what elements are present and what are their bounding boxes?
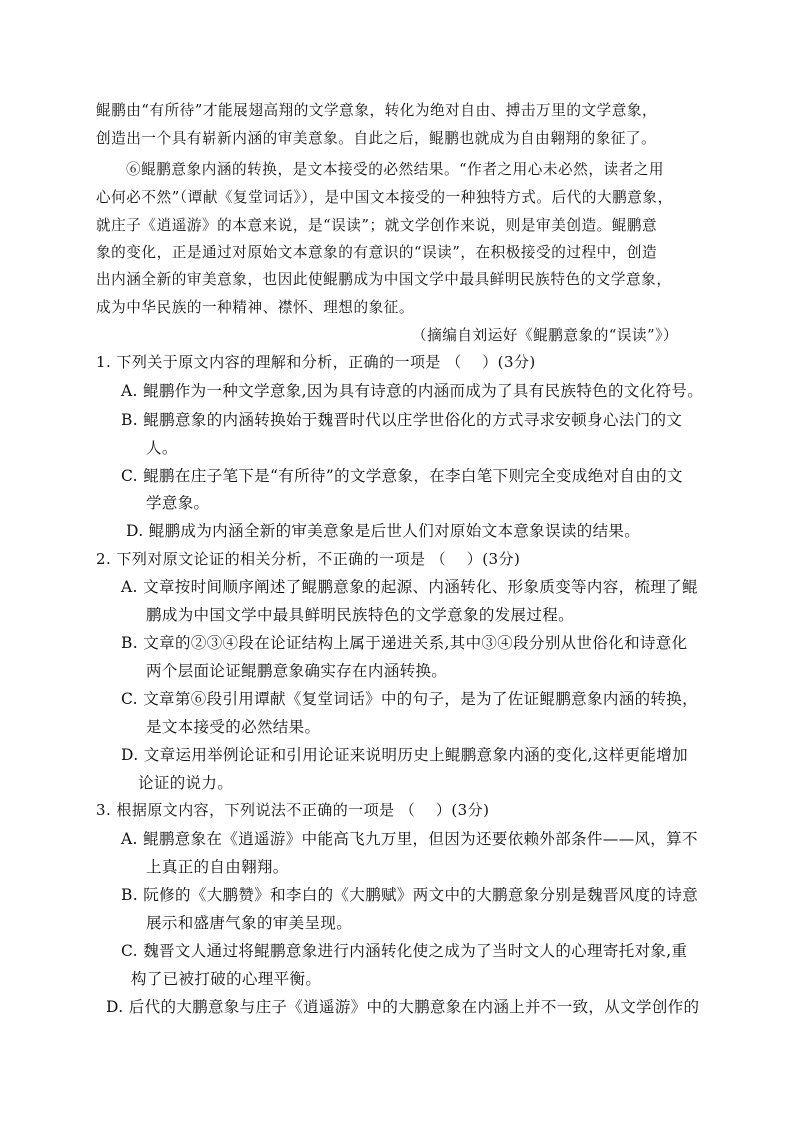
question-stem: 2. 下列对原文论证的相关分析，不正确的一项是 （ ）(3分) — [96, 550, 521, 568]
option-d-continued: 论证的说力。 — [138, 774, 234, 792]
passage-line: 成为中华民族的一种精神、襟怀、理想的象征。 — [96, 299, 415, 316]
passage-line: 创造出一个具有崭新内涵的审美意象。自此之后，鲲鹏也就成为自由翱翔的象征了。 — [96, 130, 657, 147]
option-c: C. 鲲鹏在庄子笔下是“有所待”的文学意象，在李白笔下则完全变成绝对自由的文 — [121, 467, 683, 485]
passage-line: 鲲鹏由“有所待”才能展翅高翔的文学意象，转化为绝对自由、搏击万里的文学意象， — [96, 102, 658, 119]
passage-line: 就庄子《逍遥游》的本意来说，是“误读”；就文学创作来说，则是审美创造。鲲鹏意 — [96, 217, 658, 234]
option-a-continued: 上真正的自由翱翔。 — [146, 858, 289, 876]
option-a-continued: 鹏成为中国文学中最具鲜明民族特色的文学意象的发展过程。 — [146, 606, 574, 624]
option-b: B. 阮修的《大鹏赞》和李白的《大鹏赋》两文中的大鹏意象分别是魏晋风度的诗意 — [121, 886, 699, 904]
option-c-continued: 构了已被打破的心理平衡。 — [131, 970, 322, 988]
option-c-continued: 是文本接受的必然结果。 — [146, 718, 321, 736]
question-stem: 1. 下列关于原文内容的理解和分析，正确的一项是 （ ）(3分) — [96, 353, 536, 371]
option-c: C. 文章第⑥段引用谭献《复堂词话》中的句子，是为了佐证鲲鹏意象内涵的转换， — [121, 690, 698, 708]
passage-line: 出内涵全新的审美意象，也因此使鲲鹏成为中国文学中最具鲜明民族特色的文学意象， — [96, 271, 672, 288]
option-c: C. 魏晋文人通过将鲲鹏意象进行内涵转化使之成为了当时文人的心理寄托对象,重 — [121, 942, 688, 960]
question-stem: 3. 根据原文内容，下列说法不正确的一项是 （ ）(3分) — [96, 801, 490, 819]
option-b-continued: 两个层面论证鲲鹏意象确实存在内涵转换。 — [146, 662, 448, 680]
option-b: B. 文章的②③④段在论证结构上属于递进关系,其中③④段分别从世俗化和诗意化 — [121, 634, 688, 652]
option-c-continued: 学意象。 — [146, 494, 210, 512]
option-d: D. 鲲鹏成为内涵全新的审美意象是后世人们对原始文本意象误读的结果。 — [126, 522, 641, 540]
option-a: A. 鲲鹏作为一种文学意象,因为具有诗意的内涵而成为了具有民族特色的文化符号。 — [121, 382, 704, 400]
passage-line: 心何必不然”（谭献《复堂词话》），是中国文本接受的一种独特方式。后代的大鹏意象， — [96, 189, 673, 206]
option-b-continued: 展示和盛唐气象的审美呈现。 — [146, 914, 353, 932]
passage-line: ⑥鲲鹏意象内涵的转换，是文本接受的必然结果。“作者之用心未必然，读者之用 — [126, 161, 665, 178]
option-b: B. 鲲鹏意象的内涵转换始于魏晋时代以庄学世俗化的方式寻求安顿身心法门的文 — [121, 411, 683, 429]
option-b-continued: 人。 — [146, 439, 178, 457]
passage-source: （摘编自刘运好《鲲鹏意象的“误读”》） — [412, 327, 679, 344]
option-d: D. 文章运用举例论证和引用论证来说明历史上鲲鹏意象内涵的变化,这样更能增加 — [121, 746, 688, 764]
passage-line: 象的变化，正是通过对原始文本意象的有意识的“误读”，在积极接受的过程中，创造 — [96, 244, 658, 261]
option-d: D. 后代的大鹏意象与庄子《逍遥游》中的大鹏意象在内涵上并不一致，从文学创作的 — [106, 998, 700, 1016]
option-a: A. 鲲鹏意象在《逍遥游》中能高飞九万里，但因为还要依赖外部条件——风，算不 — [121, 830, 698, 848]
option-a: A. 文章按时间顺序阐述了鲲鹏意象的起源、内涵转化、形象质变等内容，梳理了鲲 — [121, 578, 698, 596]
